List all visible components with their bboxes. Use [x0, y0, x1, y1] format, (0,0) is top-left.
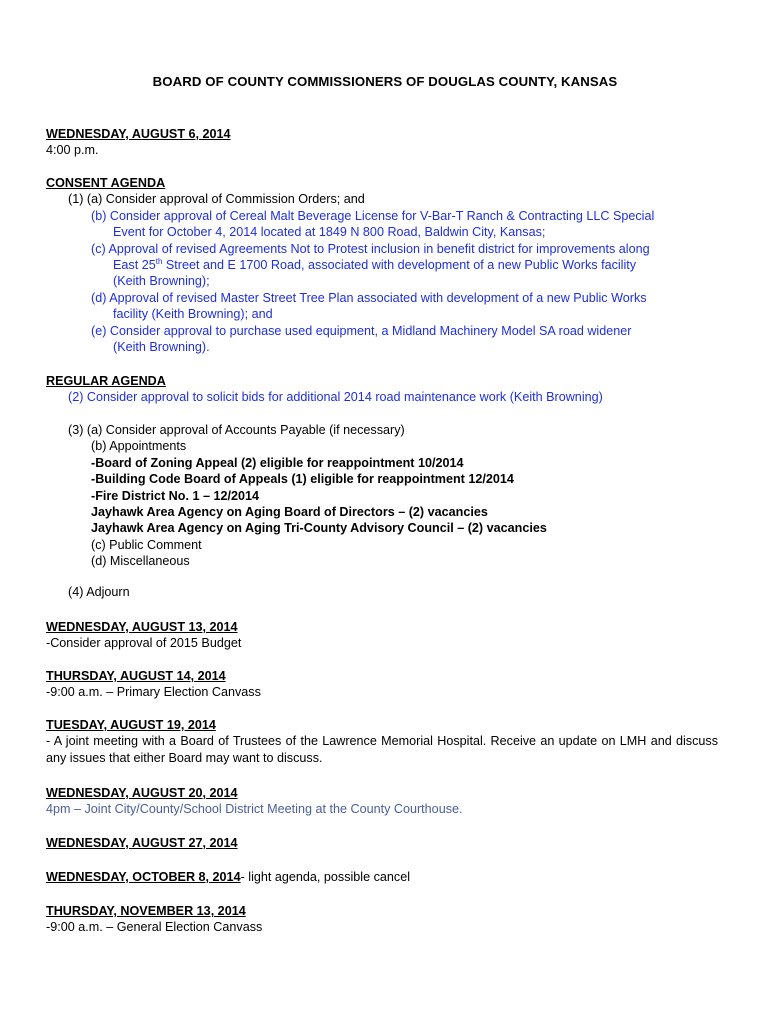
consent-item-c-line3: (Keith Browning); [113, 274, 210, 289]
consent-item-e-line2: (Keith Browning). [113, 340, 210, 355]
meeting-header [46, 126, 718, 159]
consent-item-c-line2-sup: th [155, 257, 163, 267]
regular-item-2: (2) Consider approval to solicit bids for additional 2014 road maintenance work (Keith Browning) [68, 390, 603, 405]
future-meeting-date: WEDNESDAY, OCTOBER 8, 2014 [46, 870, 241, 884]
consent-item-d-line2: facility (Keith Browning); and [113, 307, 273, 322]
appointment-item: Jayhawk Area Agency on Aging Tri-County Advisory Council – (2) vacancies [91, 521, 547, 536]
future-meeting-date: THURSDAY, AUGUST 14, 2014 [46, 669, 226, 683]
consent-item-e-line1: (e) Consider approval to purchase used equipment, a Midland Machinery Model SA road widener [91, 323, 632, 338]
consent-item-d-line1: (d) Approval of revised Master Street Tree Plan associated with development of a new Public Works [91, 290, 647, 305]
future-meeting [46, 835, 718, 851]
regular-item-3b: (b) Appointments [91, 439, 187, 454]
regular-agenda [46, 373, 718, 406]
regular-item-3d: (d) Miscellaneous [91, 554, 190, 569]
future-meeting-note: -Consider approval of 2015 Budget [46, 636, 242, 651]
consent-item-c-line1: (c) Approval of revised Agreements Not to Protest inclusion in benefit district for improvements along [91, 241, 650, 256]
consent-item-b [46, 208, 718, 241]
consent-item-c [46, 241, 718, 290]
future-meeting-note: - light agenda, possible cancel [240, 870, 411, 884]
future-meeting [46, 903, 718, 936]
regular-item-3a: (3) (a) Consider approval of Accounts Payable (if necessary) [68, 423, 405, 437]
adjourn: (4) Adjourn [68, 585, 130, 599]
consent-item-c-line2 [91, 257, 718, 273]
regular-item-4 [46, 584, 718, 600]
future-meeting-date: TUESDAY, AUGUST 19, 2014 [46, 718, 216, 732]
appointment-item: -Building Code Board of Appeals (1) eligible for reappointment 12/2014 [91, 472, 514, 487]
regular-heading: REGULAR AGENDA [46, 374, 166, 388]
consent-item-c-line2-pre: East 25 [113, 258, 156, 273]
consent-item-a: (1) (a) Consider approval of Commission Orders; and [68, 192, 365, 207]
consent-heading: CONSENT AGENDA [46, 176, 166, 190]
appointment-item: Jayhawk Area Agency on Aging Board of Directors – (2) vacancies [91, 505, 488, 520]
meeting-time: 4:00 p.m. [46, 143, 99, 158]
consent-item-b-line1: (b) Consider approval of Cereal Malt Beverage License for V-Bar-T Ranch & Contracting LLC Special [91, 208, 655, 223]
future-meeting [46, 668, 718, 701]
future-meeting [46, 869, 718, 885]
page-title: BOARD OF COUNTY COMMISSIONERS OF DOUGLAS COUNTY, KANSAS [152, 74, 618, 89]
appointment-item: -Board of Zoning Appeal (2) eligible for reappointment 10/2014 [91, 455, 464, 470]
future-meeting-note: - A joint meeting with a Board of Trustees of the Lawrence Memorial Hospital. Receive an update on LMH and discuss any issues that either Board may want to discuss. [46, 734, 718, 765]
regular-item-3 [46, 422, 718, 570]
future-meeting [46, 717, 718, 766]
future-meeting-date: THURSDAY, NOVEMBER 13, 2014 [46, 904, 246, 918]
meeting-date: WEDNESDAY, AUGUST 6, 2014 [46, 127, 231, 141]
future-meeting-note: 4pm – Joint City/County/School District Meeting at the County Courthouse. [46, 802, 463, 817]
future-meeting [46, 619, 718, 652]
future-meeting-date: WEDNESDAY, AUGUST 20, 2014 [46, 786, 238, 800]
consent-agenda [46, 175, 718, 355]
consent-item-c-line2-post: Street and E 1700 Road, associated with development of a new Public Works facility [162, 258, 637, 273]
consent-item-e [46, 323, 718, 356]
appointments-list [46, 455, 718, 537]
future-meeting-date: WEDNESDAY, AUGUST 27, 2014 [46, 836, 238, 850]
future-meeting [46, 785, 718, 818]
appointment-item: -Fire District No. 1 – 12/2014 [91, 488, 259, 503]
consent-item-d [46, 290, 718, 323]
future-meeting-note: -9:00 a.m. – Primary Election Canvass [46, 685, 261, 700]
regular-item-3c: (c) Public Comment [91, 537, 202, 552]
future-meeting-note: -9:00 a.m. – General Election Canvass [46, 920, 263, 935]
future-meeting-date: WEDNESDAY, AUGUST 13, 2014 [46, 620, 238, 634]
consent-item-b-line2: Event for October 4, 2014 located at 1849 N 800 Road, Baldwin City, Kansas; [113, 225, 546, 240]
